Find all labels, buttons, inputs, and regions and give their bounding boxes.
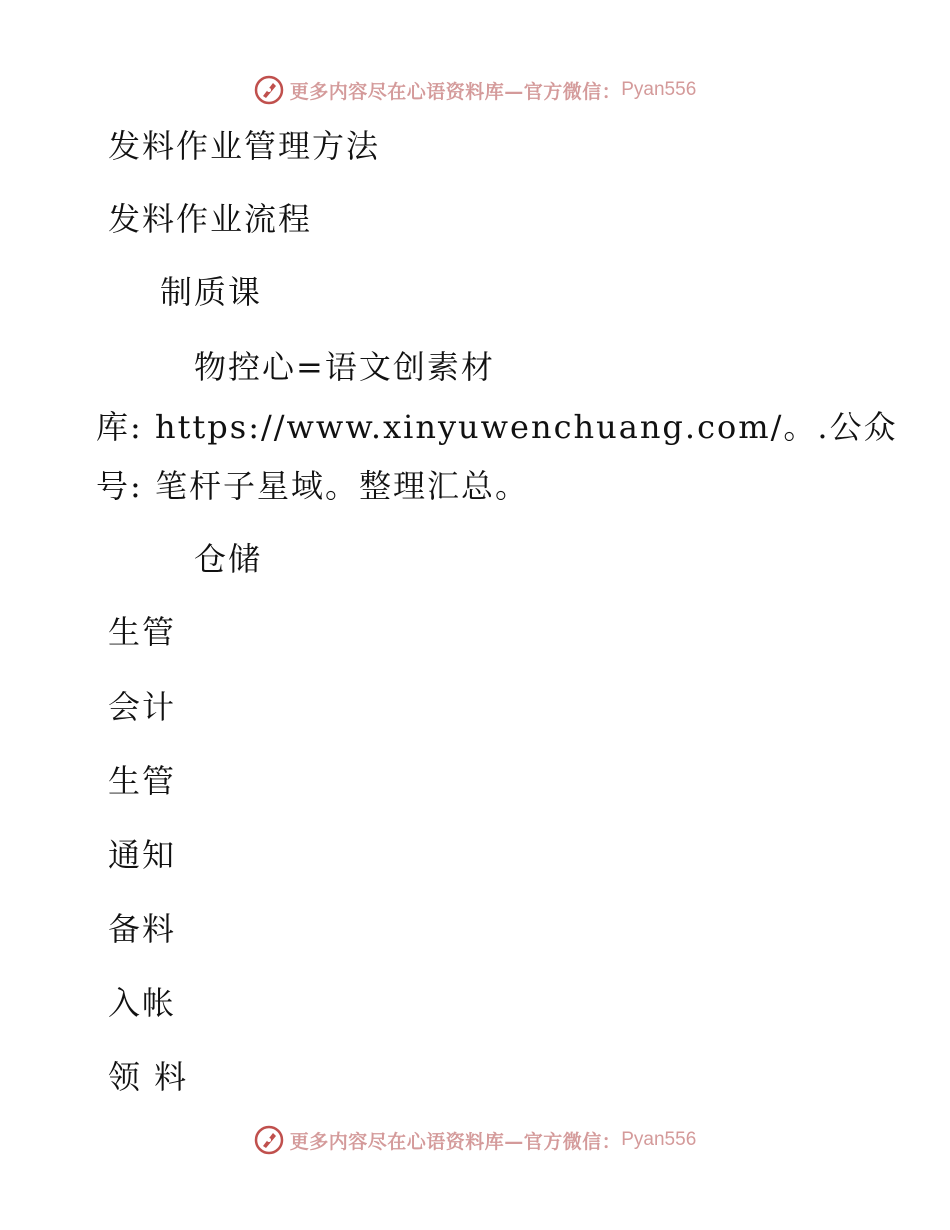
text-line: 生管 bbox=[108, 762, 177, 800]
text-line: 库: https://www.xinyuwenchuang.com/。.公众 bbox=[96, 408, 898, 446]
text-line: 入帐 bbox=[108, 984, 177, 1022]
footer-watermark-id: Pyan556 bbox=[621, 1129, 697, 1150]
text-line: 领 料 bbox=[108, 1058, 189, 1096]
text-line: 生管 bbox=[108, 613, 177, 651]
header-watermark-text: 更多内容尽在心语资料库—官方微信： bbox=[289, 80, 622, 103]
header-watermark bbox=[0, 70, 950, 110]
header-watermark-id: Pyan556 bbox=[621, 79, 697, 100]
document-title: 发料作业管理方法 bbox=[108, 127, 381, 165]
section-heading: 发料作业流程 bbox=[108, 200, 313, 238]
text-line: 会计 bbox=[108, 688, 177, 726]
pen-logo-icon bbox=[254, 75, 284, 105]
text-line: 备料 bbox=[108, 910, 177, 948]
text-line: 仓储 bbox=[194, 540, 263, 578]
text-line: 通知 bbox=[108, 836, 177, 874]
text-line: 制质课 bbox=[160, 273, 263, 311]
text-line: 物控心=语文创素材 bbox=[194, 348, 495, 386]
text-line: 号: 笔杆子星域。整理汇总。 bbox=[96, 467, 529, 505]
pen-logo-icon bbox=[254, 1125, 284, 1155]
footer-watermark-text: 更多内容尽在心语资料库—官方微信： bbox=[289, 1130, 622, 1153]
footer-watermark bbox=[0, 1120, 950, 1160]
